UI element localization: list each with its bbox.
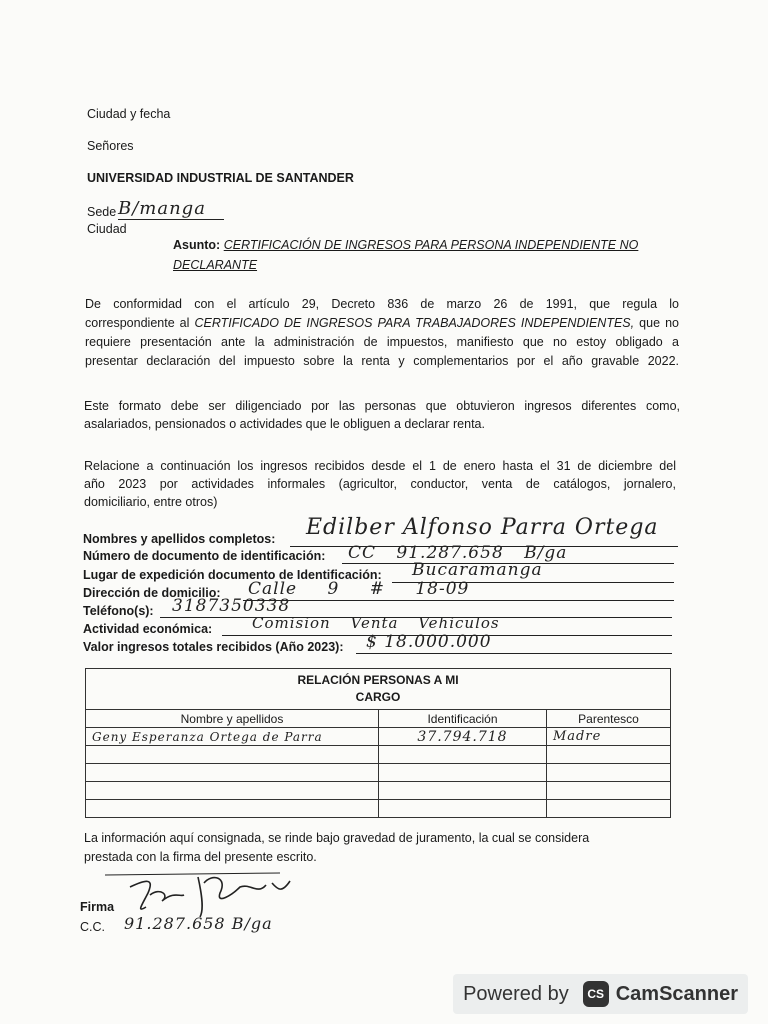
table-header-row — [86, 710, 671, 728]
universidad-name: UNIVERSIDAD INDUSTRIAL DE SANTANDER — [87, 171, 354, 185]
paragraph-2-line2: asalariados, pensionados o actividades que le obliguen a declarar renta. — [84, 417, 485, 431]
header-identificacion: Identificación — [379, 710, 547, 728]
juramento-line1: La información aquí consignada, se rinde bajo gravedad de juramento, la cual se considera — [84, 831, 590, 845]
row-identificacion — [379, 800, 547, 818]
juramento-line2: prestada con la firma del presente escrito. — [84, 850, 317, 864]
cc-value: 91.287.658 B/ga — [124, 914, 273, 933]
table-title-row — [86, 669, 671, 710]
row-nombre — [86, 764, 379, 782]
row-nombre — [86, 746, 379, 764]
row-parentesco — [547, 800, 671, 818]
row-identificacion — [379, 764, 547, 782]
header-parentesco: Parentesco — [547, 710, 671, 728]
table-row — [86, 746, 671, 764]
row-identificacion — [379, 782, 547, 800]
paragraph-1-line4: presentar declaración del impuesto sobre la renta y complementarios por el año gravable 2022. — [85, 354, 679, 368]
relacion-title-line1: RELACIÓN PERSONAS A MI — [297, 673, 459, 687]
actividad-label: Actividad económica: — [83, 622, 213, 636]
direccion-label: Dirección de domicilio: — [83, 586, 221, 600]
row-parentesco — [547, 782, 671, 800]
sede-label: Sede — [87, 205, 117, 219]
row-identificacion — [379, 746, 547, 764]
paragraph-3-line3: domiciliario, entre otros) — [84, 495, 218, 509]
paragraph-1-text: correspondiente al — [85, 316, 190, 330]
row-parentesco — [547, 746, 671, 764]
camscanner-brand: CamScanner — [615, 982, 738, 1005]
certificado-title: CERTIFICADO DE INGRESOS PARA TRABAJADORES INDEPENDIENTES, — [194, 316, 635, 330]
paragraph-1-text-end: que no — [639, 316, 679, 330]
paragraph-1-line3: requiere presentación ante la administración de impuestos, manifiesto que no estoy obligado a — [85, 335, 679, 349]
paragraph-1-line2 — [85, 314, 679, 333]
valor-line — [356, 653, 672, 654]
ciudad-fecha-label: Ciudad y fecha — [87, 107, 171, 121]
paragraph-1-line1: De conformidad con el artículo 29, Decreto 836 de marzo 26 de 1991, que regula lo — [85, 297, 679, 311]
asunto-title-line2: DECLARANTE — [173, 258, 258, 272]
documento-label: Número de documento de identificación: — [83, 549, 326, 563]
relacion-table — [85, 668, 671, 818]
camscanner-watermark — [453, 974, 748, 1014]
table-row — [86, 782, 671, 800]
sede-value: B/manga — [118, 198, 224, 220]
row-nombre — [86, 800, 379, 818]
camscanner-logo-icon: CS — [583, 981, 609, 1007]
asunto-title-line1: CERTIFICACIÓN DE INGRESOS PARA PERSONA INDEPENDIENTE NO — [223, 238, 639, 252]
firma-label: Firma — [80, 900, 115, 914]
actividad-value: Comision Venta Vehiculos — [252, 614, 500, 632]
row-parentesco: Madre — [547, 728, 671, 746]
powered-by-text: Powered by — [463, 982, 569, 1005]
direccion-value: Calle 9 # 18-09 — [248, 579, 470, 599]
signature-drawing — [100, 865, 320, 945]
senores-label: Señores — [87, 139, 134, 153]
header-nombre: Nombre y apellidos — [86, 710, 379, 728]
telefono-label: Teléfono(s): — [83, 604, 154, 618]
expedicion-value: Bucaramanga — [412, 560, 543, 580]
telefono-value: 3187350338 — [172, 596, 291, 616]
paragraph-3-line2: año 2023 por actividades informales (agricultor, conductor, venta de catálogos, jornalero, — [84, 477, 676, 491]
valor-value: $ 18.000.000 — [366, 632, 492, 652]
nombres-label: Nombres y apellidos completos: — [83, 532, 276, 546]
paragraph-3-line1: Relacione a continuación los ingresos recibidos desde el 1 de enero hasta el 31 de diciembre del — [84, 459, 676, 473]
row-nombre — [86, 782, 379, 800]
relacion-title — [86, 669, 671, 710]
paragraph-2-line1: Este formato debe ser diligenciado por las personas que obtuvieron ingresos diferentes como, — [84, 399, 680, 413]
documento-value: CC 91.287.658 B/ga — [348, 543, 568, 563]
direccion-line — [243, 600, 674, 601]
valor-label: Valor ingresos totales recibidos (Año 2023): — [83, 640, 344, 654]
asunto — [173, 236, 638, 255]
relacion-title-line2: CARGO — [355, 690, 401, 704]
row-nombre: Geny Esperanza Ortega de Parra — [86, 728, 379, 746]
cc-label: C.C. — [80, 920, 105, 934]
ciudad-label: Ciudad — [87, 222, 127, 236]
table-row — [86, 764, 671, 782]
table-row — [86, 800, 671, 818]
nombres-value: Edilber Alfonso Parra Ortega — [306, 515, 659, 540]
row-identificacion: 37.794.718 — [379, 728, 547, 746]
row-parentesco — [547, 764, 671, 782]
asunto-label: Asunto: — [173, 238, 221, 252]
table-row — [86, 728, 671, 746]
expedicion-label: Lugar de expedición documento de Identificación: — [83, 568, 382, 582]
